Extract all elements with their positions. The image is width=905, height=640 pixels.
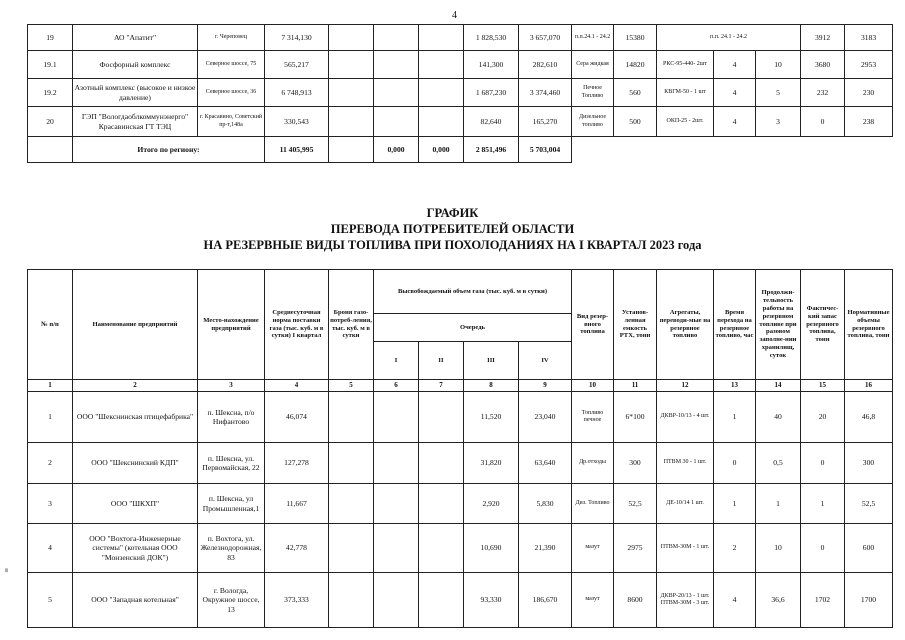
cell-c6 (374, 392, 419, 443)
cell-fuel: Дизельное топливо (572, 107, 614, 137)
cell-name: ООО "Шекснинская птицефабрика" (73, 392, 198, 443)
page-number: 4 (452, 10, 457, 21)
cell-fact: 232 (801, 79, 845, 107)
cell-c8: 82,640 (464, 107, 519, 137)
column-number: 16 (845, 380, 893, 392)
cell-dur: 40 (756, 392, 801, 443)
cell-avg: 42,778 (265, 524, 329, 573)
column-number: 10 (572, 380, 614, 392)
cell-c9: 3 374,460 (519, 79, 572, 107)
cell-cap: 8600 (614, 573, 657, 628)
cell-num: 4 (28, 524, 73, 573)
cell-c8: 10,690 (464, 524, 519, 573)
header-fuel-type: Вид резер-вного топлива (572, 270, 614, 380)
header-location: Место-нахождение предприятий (198, 270, 265, 380)
cell-num: 19.1 (28, 51, 73, 79)
column-number: 1 (28, 380, 73, 392)
cell-num: 2 (28, 443, 73, 484)
cell-c7 (419, 25, 464, 51)
header-units: Агрегаты, переводи-мые на резервное топливо (657, 270, 714, 380)
column-number: 2 (73, 380, 198, 392)
cell-time: 4 (714, 573, 756, 628)
column-number: 5 (329, 380, 374, 392)
total-label: Итого по региону: (73, 137, 265, 163)
cell-loc: п. Шексна, ул Промышленная,1 (198, 484, 265, 524)
column-number: 13 (714, 380, 756, 392)
cell-fuel: Диз. Топливо (572, 484, 614, 524)
cell-cap: 300 (614, 443, 657, 484)
cell-fact: 0 (801, 524, 845, 573)
column-number: 12 (657, 380, 714, 392)
cell-loc: п. Вохтога, ул. Железнодорожная, 83 (198, 524, 265, 573)
cell-name: ООО "Шекснинский КДП" (73, 443, 198, 484)
header-avg-norm: Среднесуточная норма поставки газа (тыс. куб. м в сутки) I квартал (265, 270, 329, 380)
cell-cap: 2975 (614, 524, 657, 573)
cell-loc: г. Череповец (198, 25, 265, 51)
table-row (28, 392, 893, 443)
column-number: 8 (464, 380, 519, 392)
cell-c5 (329, 524, 374, 573)
cell-c9: 3 657,070 (519, 25, 572, 51)
cell-fact: 0 (801, 107, 845, 137)
cell-time: 4 (714, 107, 756, 137)
cell-cap: 560 (614, 79, 657, 107)
cell-c6 (374, 573, 419, 628)
cell-norm: 600 (845, 524, 893, 573)
cell-unit: ПТВМ-30М - 1 шт. (657, 524, 714, 573)
cell-time: 1 (714, 484, 756, 524)
header-reserve: Броня газо-потреб-ления, тыс. куб. м в сутки (329, 270, 374, 380)
cell-c8: 1 687,230 (464, 79, 519, 107)
cell-c8: 11,520 (464, 392, 519, 443)
cell-norm: 300 (845, 443, 893, 484)
cell-fact: 3680 (801, 51, 845, 79)
header-queue-1: I (374, 342, 419, 380)
cell-c6 (374, 107, 419, 137)
cell-c5 (329, 25, 374, 51)
column-number: 3 (198, 380, 265, 392)
cell-unit: ПТВМ 30 - 1 шт. (657, 443, 714, 484)
total-row (28, 137, 893, 163)
cell-c5 (329, 107, 374, 137)
title-line-2: ПЕРЕВОДА ПОТРЕБИТЕЛЕЙ ОБЛАСТИ (330, 222, 575, 236)
continuation-table (27, 24, 893, 163)
cell-empty (329, 137, 374, 163)
cell-fact: 1702 (801, 573, 845, 628)
cell-c6 (374, 484, 419, 524)
cell-c7 (419, 392, 464, 443)
document-title (0, 205, 905, 253)
cell-norm: 230 (845, 79, 893, 107)
table-row (28, 79, 893, 107)
cell-avg: 565,217 (265, 51, 329, 79)
cell-norm: 2953 (845, 51, 893, 79)
cell-c7 (419, 524, 464, 573)
column-number: 15 (801, 380, 845, 392)
cell-avg: 330,543 (265, 107, 329, 137)
cell-time: 2 (714, 524, 756, 573)
table-row (28, 484, 893, 524)
cell-unit: ДКВР-10/13 - 4 шт. (657, 392, 714, 443)
table-row (28, 107, 893, 137)
cell-avg: 7 314,130 (265, 25, 329, 51)
cell-fuel: Топливо печное (572, 392, 614, 443)
cell-c7 (419, 573, 464, 628)
header-switch-time: Время перехода на резервное топливо, час (714, 270, 756, 380)
cell-dur: 10 (756, 51, 801, 79)
cell-dur: 3 (756, 107, 801, 137)
cell-dur: 5 (756, 79, 801, 107)
cell-c5 (329, 51, 374, 79)
cell-name: АО "Апатит" (73, 25, 198, 51)
cell-empty (572, 137, 614, 163)
cell-avg: 11,667 (265, 484, 329, 524)
cell-c9: 186,670 (519, 573, 572, 628)
cell-c7 (419, 51, 464, 79)
cell-c9: 165,270 (519, 107, 572, 137)
cell-empty (714, 137, 756, 163)
column-number: 14 (756, 380, 801, 392)
cell-dur: 1 (756, 484, 801, 524)
cell-fact: 1 (801, 484, 845, 524)
cell-loc: г. Вологда, Окружное шоссе, 13 (198, 573, 265, 628)
cell-time: 4 (714, 51, 756, 79)
cell-name: ООО "ШКХП" (73, 484, 198, 524)
total-avg: 11 405,995 (265, 137, 329, 163)
cell-c6 (374, 443, 419, 484)
cell-fuel: п.п.24.1 - 24.2 (572, 25, 614, 51)
column-number: 7 (419, 380, 464, 392)
column-numbers-row (28, 380, 893, 392)
cell-c9: 23,040 (519, 392, 572, 443)
cell-c8: 93,330 (464, 573, 519, 628)
cell-loc: Северное шоссе, 75 (198, 51, 265, 79)
cell-avg: 127,278 (265, 443, 329, 484)
cell-fuel: Сера жидкая (572, 51, 614, 79)
table-row (28, 524, 893, 573)
cell-empty (801, 137, 845, 163)
header-actual-stock: Фактичес-кий запас резервного топлива, тонн (801, 270, 845, 380)
cell-norm: 3183 (845, 25, 893, 51)
header-capacity: Установ-ленная емкость РТХ, тонн (614, 270, 657, 380)
cell-empty (756, 137, 801, 163)
header-name: Наименование предприятий (73, 270, 198, 380)
cell-cap: 6*100 (614, 392, 657, 443)
table-row (28, 25, 893, 51)
header-queue-3: III (464, 342, 519, 380)
table-row (28, 51, 893, 79)
cell-time: 4 (714, 79, 756, 107)
cell-loc: г. Красавино, Советский пр-т,148а (198, 107, 265, 137)
cell-name: ООО "Западная котельная" (73, 573, 198, 628)
cell-unit: ДКВР-20/13 - 1 шт. ПТВМ-30М - 3 шт. (657, 573, 714, 628)
cell-loc: Северное шоссе, 36 (198, 79, 265, 107)
cell-name: Азотный комплекс (высокое и низкое давление) (73, 79, 198, 107)
cell-norm: 238 (845, 107, 893, 137)
cell-unit: КВГМ-50 - 1 шт (657, 79, 714, 107)
cell-c6 (374, 51, 419, 79)
total-q4: 5 703,004 (519, 137, 572, 163)
column-number: 9 (519, 380, 572, 392)
cell-c9: 21,390 (519, 524, 572, 573)
cell-cap: 500 (614, 107, 657, 137)
column-number: 4 (265, 380, 329, 392)
cell-c9: 282,610 (519, 51, 572, 79)
cell-unit: ДЕ-10/14 1 шт. (657, 484, 714, 524)
cell-norm: 52,5 (845, 484, 893, 524)
cell-cap: 14820 (614, 51, 657, 79)
title-line-1: ГРАФИК (426, 206, 479, 220)
cell-avg: 46,074 (265, 392, 329, 443)
cell-c5 (329, 392, 374, 443)
cell-num: 5 (28, 573, 73, 628)
cell-loc: п. Шексна, ул. Первомайская, 22 (198, 443, 265, 484)
cell-num: 19 (28, 25, 73, 51)
cell-c7 (419, 107, 464, 137)
cell-cap: 52,5 (614, 484, 657, 524)
table-row (28, 573, 893, 628)
cell-dur: 10 (756, 524, 801, 573)
cell-time: 0 (714, 443, 756, 484)
cell-empty (614, 137, 657, 163)
cell-c9: 5,830 (519, 484, 572, 524)
cell-empty (28, 137, 73, 163)
cell-fact: 3912 (801, 25, 845, 51)
header-norm-volume: Нормативные объемы резервного топлива, тонн (845, 270, 893, 380)
cell-dur: 36,6 (756, 573, 801, 628)
header-num: № п/п (28, 270, 73, 380)
cell-c5 (329, 443, 374, 484)
cell-fuel: мазут (572, 573, 614, 628)
header-duration: Продолжи-тельность работы на резервном топливе при разовом заполне-нии хранилищ, суток (756, 270, 801, 380)
header-queue: Очередь (374, 314, 572, 342)
table-row (28, 443, 893, 484)
schedule-table (27, 269, 893, 628)
cell-c6 (374, 524, 419, 573)
total-q3: 2 851,496 (464, 137, 519, 163)
column-number: 6 (374, 380, 419, 392)
cell-c7 (419, 484, 464, 524)
header-freed-volume: Высвобождаемый объем газа (тыс. куб. м в сутки) (374, 270, 572, 314)
cell-avg: 373,333 (265, 573, 329, 628)
cell-num: 3 (28, 484, 73, 524)
cell-dur: 0,5 (756, 443, 801, 484)
header-queue-4: IV (519, 342, 572, 380)
cell-unit: РКС-95-440- 2шт (657, 51, 714, 79)
cell-c8: 31,820 (464, 443, 519, 484)
column-number: 11 (614, 380, 657, 392)
cell-c8: 1 828,530 (464, 25, 519, 51)
cell-fuel: Печное Топливо (572, 79, 614, 107)
cell-fact: 0 (801, 443, 845, 484)
cell-unit: ОКП-25 - 2шт. (657, 107, 714, 137)
cell-name: ООО "Вохтога-Инженерные системы" (котельная ООО "Монзенский ДОК") (73, 524, 198, 573)
cell-time: 1 (714, 392, 756, 443)
margin-mark: ≡ (2, 568, 11, 573)
cell-c5 (329, 573, 374, 628)
cell-fuel: мазут (572, 524, 614, 573)
cell-c6 (374, 25, 419, 51)
cell-loc: п. Шексна, п/о Нифантово (198, 392, 265, 443)
cell-c5 (329, 484, 374, 524)
header-queue-2: II (419, 342, 464, 380)
title-line-3: НА РЕЗЕРВНЫЕ ВИДЫ ТОПЛИВА ПРИ ПОХОЛОДАНИЯХ НА I КВАРТАЛ 2023 года (203, 238, 702, 252)
cell-c6 (374, 79, 419, 107)
total-q2: 0,000 (419, 137, 464, 163)
cell-avg: 6 748,913 (265, 79, 329, 107)
cell-c7 (419, 79, 464, 107)
cell-fuel: Др.отходы (572, 443, 614, 484)
cell-fact: 20 (801, 392, 845, 443)
cell-empty (845, 137, 893, 163)
cell-c7 (419, 443, 464, 484)
cell-empty (657, 137, 714, 163)
cell-c8: 2,920 (464, 484, 519, 524)
total-q1: 0,000 (374, 137, 419, 163)
cell-c9: 63,640 (519, 443, 572, 484)
cell-norm: 46,8 (845, 392, 893, 443)
cell-name: ГЭП "Вологдаоблкоммунэнерго" Красавинская ГТ ТЭЦ (73, 107, 198, 137)
cell-c8: 141,300 (464, 51, 519, 79)
cell-norm: 1700 (845, 573, 893, 628)
cell-name: Фосфорный комплекс (73, 51, 198, 79)
cell-cap: 15380 (614, 25, 657, 51)
cell-num: 19.2 (28, 79, 73, 107)
cell-num: 1 (28, 392, 73, 443)
cell-c5 (329, 79, 374, 107)
cell-unit: п.п. 24.1 - 24.2 (657, 25, 801, 51)
cell-num: 20 (28, 107, 73, 137)
